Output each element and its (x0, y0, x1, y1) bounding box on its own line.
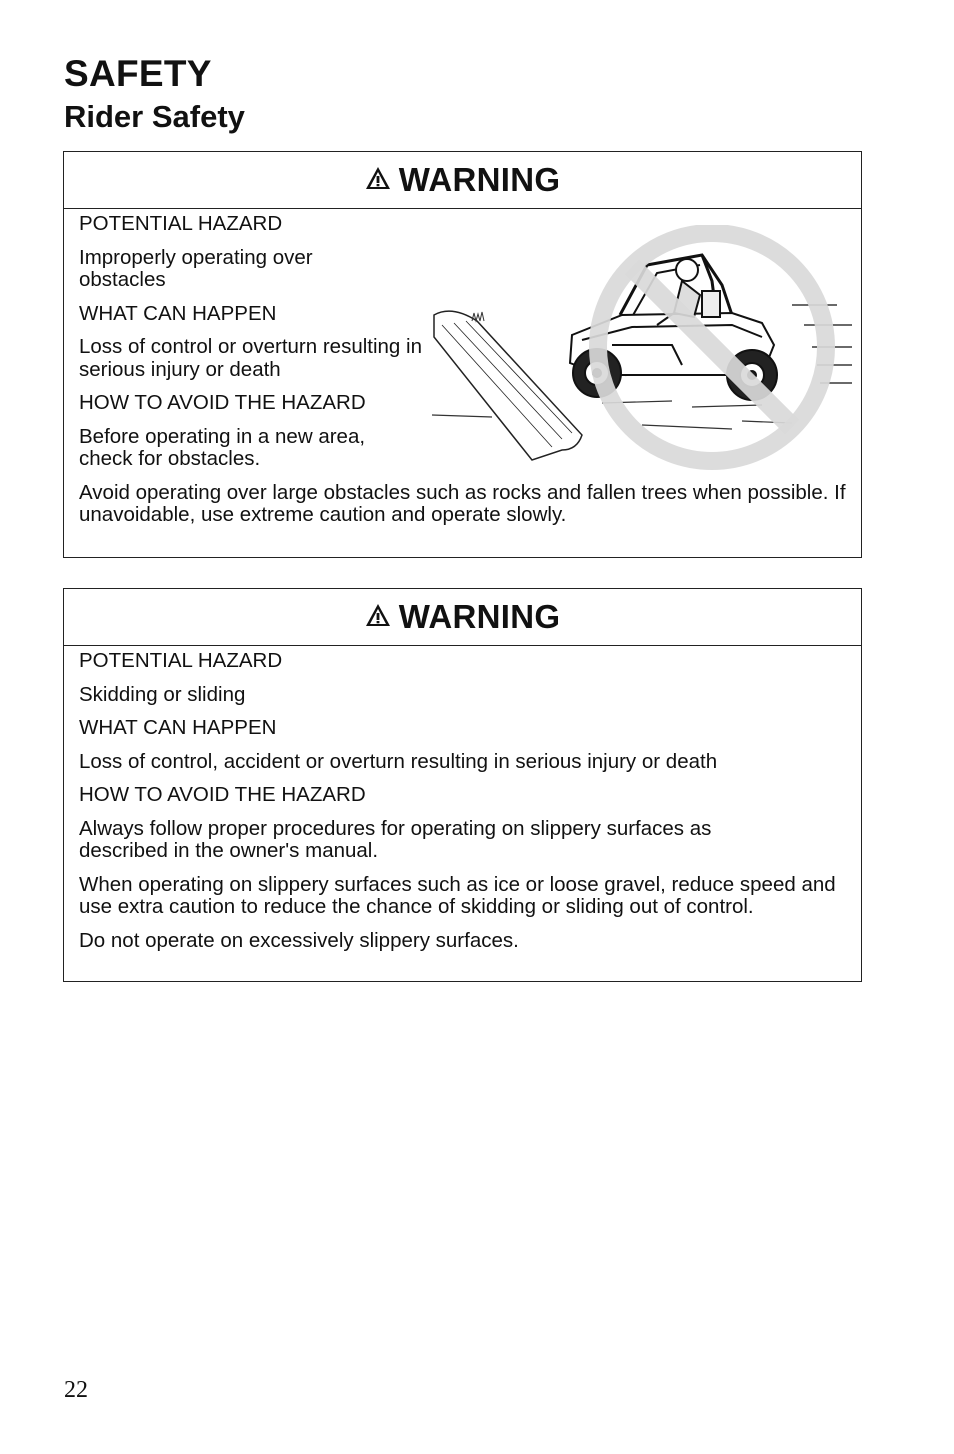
section-title: SAFETY (64, 53, 212, 94)
potential-hazard-label: POTENTIAL HAZARD (79, 649, 283, 672)
avoid-item: Before operating in a new area, check for obstacles. (79, 424, 366, 470)
what-can-happen-label: WHAT CAN HAPPEN (79, 301, 277, 325)
avoid-item: When operating on slippery surfaces such as ice or loose gravel, reduce speed and use extra caution to reduce the chance of skidding or sliding out of control. (79, 872, 836, 918)
warning-header (64, 152, 861, 209)
what-can-happen-text: Loss of control, accident or overturn resulting in serious injury or death (79, 749, 718, 773)
page-number: 22 (64, 1377, 88, 1403)
warning-header (64, 589, 861, 646)
what-can-happen-text: Loss of control or overturn resulting in serious injury or death (79, 335, 422, 381)
warning-body (64, 646, 861, 952)
how-to-avoid-label: HOW TO AVOID THE HAZARD (79, 391, 366, 414)
warning-title: WARNING (398, 161, 561, 198)
warning-body (64, 209, 861, 527)
warning-triangle-icon (365, 166, 391, 195)
warning-title: WARNING (398, 598, 561, 635)
warning-box-obstacles (63, 151, 862, 558)
avoid-item: Always follow proper procedures for operating on slippery surfaces as described in the owner's manual. (79, 816, 712, 862)
warning-triangle-icon (365, 603, 391, 632)
avoid-item: Avoid operating over large obstacles such as rocks and fallen trees when possible. If unavoidable, use extreme caution and operate slowly. (79, 480, 846, 526)
subsection-title: Rider Safety (64, 99, 245, 134)
potential-hazard-text: Skidding or sliding (79, 682, 246, 706)
what-can-happen-label: WHAT CAN HAPPEN (79, 716, 277, 739)
avoid-item: Do not operate on excessively slippery surfaces. (79, 928, 519, 952)
prohibited-vehicle-over-log-illustration (432, 225, 852, 491)
potential-hazard-text: Improperly operating over obstacles (79, 245, 313, 291)
potential-hazard-label: POTENTIAL HAZARD (79, 212, 283, 235)
how-to-avoid-label: HOW TO AVOID THE HAZARD (79, 783, 366, 806)
warning-box-skidding (63, 588, 862, 982)
